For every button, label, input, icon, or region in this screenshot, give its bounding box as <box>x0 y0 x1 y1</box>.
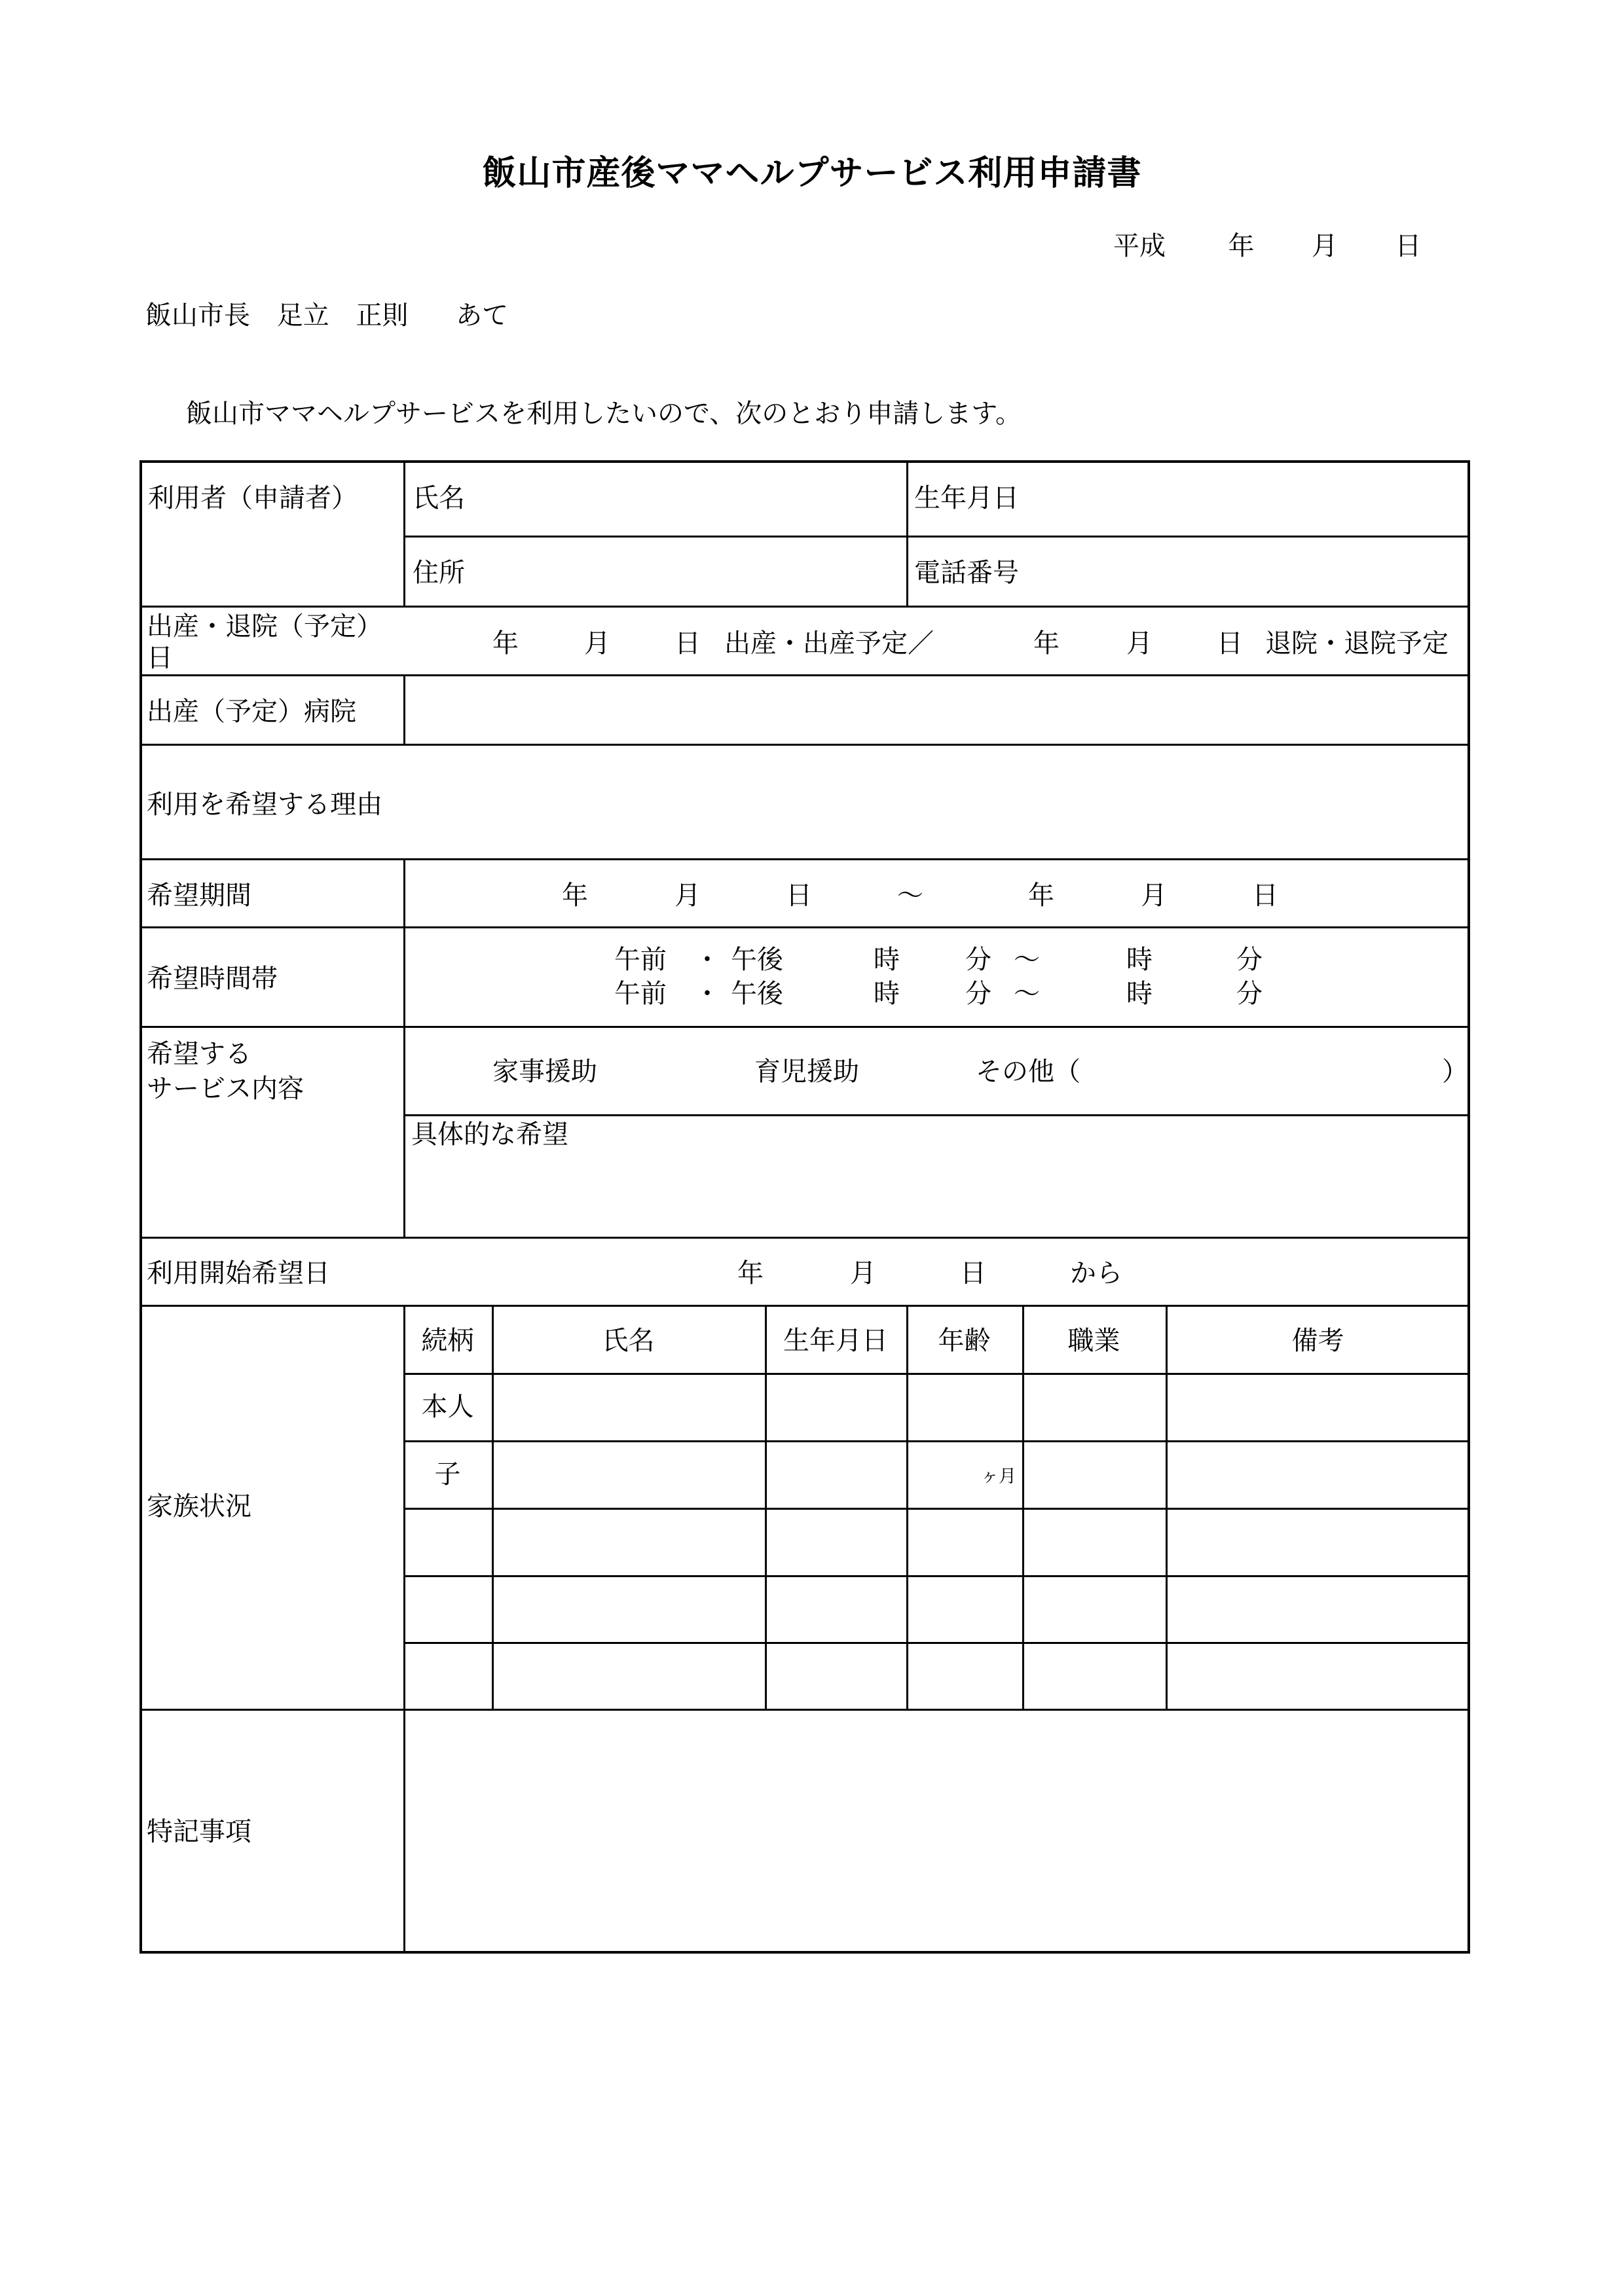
time-end-minute: 分 <box>1236 979 1263 1009</box>
row-divider <box>139 926 1470 928</box>
birth-year-label: 年 <box>492 629 519 659</box>
discharge-day-label: 日 <box>1217 629 1243 659</box>
row-divider <box>403 1642 1470 1644</box>
service-other-close: ） <box>1442 1057 1468 1087</box>
row-divider <box>403 1114 1470 1116</box>
applicant-address-label: 住所 <box>413 558 465 588</box>
period-label: 希望期間 <box>147 881 251 911</box>
birth-discharge-label-2: 日 <box>147 643 173 673</box>
time-end-minute: 分 <box>1236 945 1263 975</box>
time-pm-label: 午後 <box>731 945 783 975</box>
intro-text: 飯山市ママヘルプサービスを利用したいので、次のとおり申請します。 <box>186 399 1022 429</box>
addressee-title: 飯山市長 <box>145 301 250 331</box>
discharge-type-label: 退院・退院予定 <box>1265 629 1449 659</box>
period-tilde: ～ <box>897 881 923 911</box>
addressee-suffix: あて <box>456 301 509 331</box>
time-separator: ・ <box>694 979 720 1009</box>
discharge-month-label: 月 <box>1126 629 1153 659</box>
applicant-label: 利用者（申請者） <box>148 483 358 513</box>
period-start-year: 年 <box>562 881 588 911</box>
family-header-birthdate: 生年月日 <box>783 1326 888 1356</box>
column-divider <box>403 674 405 744</box>
date-year-label: 年 <box>1228 231 1255 261</box>
column-divider <box>1166 1305 1168 1709</box>
time-tilde: ～ <box>1014 979 1040 1009</box>
column-divider <box>906 460 908 606</box>
row-divider <box>403 1440 1470 1442</box>
row-divider <box>139 1305 1470 1307</box>
service-childcare-option[interactable]: 育児援助 <box>754 1057 859 1087</box>
birth-day-label: 日 <box>674 629 701 659</box>
applicant-phone-label: 電話番号 <box>914 558 1019 588</box>
applicant-name-label: 氏名 <box>413 483 465 513</box>
period-start-month: 月 <box>674 881 701 911</box>
family-label: 家族状況 <box>147 1491 251 1522</box>
specific-request-label: 具体的な希望 <box>411 1120 568 1150</box>
service-label-2: サービス内容 <box>147 1074 304 1104</box>
form-title: 飯山市産後ママヘルプサービス利用申請書 <box>482 154 1142 193</box>
family-relation-child: 子 <box>434 1459 461 1489</box>
row-divider <box>139 674 1470 676</box>
start-year-label: 年 <box>737 1258 764 1288</box>
row-divider <box>139 1026 1470 1028</box>
date-month-label: 月 <box>1311 231 1338 261</box>
service-other-option[interactable]: その他（ <box>976 1057 1080 1087</box>
family-header-age: 年齢 <box>938 1326 991 1356</box>
birth-type-label: 出産・出産予定／ <box>724 629 934 659</box>
period-end-day: 日 <box>1252 881 1278 911</box>
period-end-year: 年 <box>1028 881 1054 911</box>
time-start-hour: 時 <box>874 979 900 1009</box>
column-divider <box>765 1305 767 1709</box>
row-divider <box>403 1575 1470 1577</box>
birth-discharge-label: 出産・退院（予定） <box>147 611 382 642</box>
row-divider <box>139 858 1470 860</box>
start-day-label: 日 <box>960 1258 986 1288</box>
period-start-day: 日 <box>786 881 812 911</box>
column-divider <box>906 1305 908 1709</box>
addressee-given: 正則 <box>356 301 409 331</box>
time-slot-label: 希望時間帯 <box>147 964 278 994</box>
service-housework-option[interactable]: 家事援助 <box>492 1057 597 1087</box>
column-divider <box>1022 1305 1024 1709</box>
addressee <box>145 295 526 332</box>
row-divider <box>139 1709 1470 1711</box>
child-age-unit: ヶ月 <box>981 1467 1016 1487</box>
time-end-hour: 時 <box>1126 979 1153 1009</box>
reason-label: 利用を希望する理由 <box>147 790 382 820</box>
time-am-label: 午前 <box>614 979 667 1009</box>
family-header-occupation: 職業 <box>1067 1326 1120 1356</box>
start-month-label: 月 <box>850 1258 876 1288</box>
start-from-label: から <box>1070 1258 1122 1288</box>
addressee-surname: 足立 <box>276 301 329 331</box>
column-divider <box>403 460 405 606</box>
time-tilde: ～ <box>1014 945 1040 975</box>
application-date <box>1113 225 1421 263</box>
column-divider <box>492 1305 494 1709</box>
service-label: 希望する <box>147 1039 251 1069</box>
row-divider <box>139 1237 1470 1239</box>
period-end-month: 月 <box>1141 881 1167 911</box>
hospital-label: 出産（予定）病院 <box>147 697 356 727</box>
time-start-minute: 分 <box>965 945 991 975</box>
time-separator: ・ <box>694 945 720 975</box>
time-start-hour: 時 <box>874 945 900 975</box>
applicant-birthdate-label: 生年月日 <box>914 483 1019 513</box>
hospital-field[interactable] <box>406 677 1467 741</box>
row-divider <box>139 744 1470 746</box>
family-header-name: 氏名 <box>602 1326 655 1356</box>
row-divider <box>139 606 1470 608</box>
family-header-relation: 続柄 <box>421 1326 474 1356</box>
date-day-label: 日 <box>1395 231 1422 261</box>
row-divider <box>403 1373 1470 1375</box>
time-am-label: 午前 <box>614 945 667 975</box>
time-pm-label: 午後 <box>731 979 783 1009</box>
time-end-hour: 時 <box>1126 945 1153 975</box>
row-divider <box>403 536 1470 538</box>
column-divider <box>403 858 405 1237</box>
start-date-label: 利用開始希望日 <box>147 1258 330 1288</box>
row-divider <box>403 1508 1470 1510</box>
discharge-year-label: 年 <box>1033 629 1060 659</box>
date-era: 平成 <box>1113 231 1166 261</box>
birth-month-label: 月 <box>584 629 610 659</box>
family-relation-self: 本人 <box>421 1392 474 1422</box>
remarks-label: 特記事項 <box>147 1817 251 1847</box>
time-start-minute: 分 <box>965 979 991 1009</box>
family-header-notes: 備考 <box>1291 1326 1344 1356</box>
